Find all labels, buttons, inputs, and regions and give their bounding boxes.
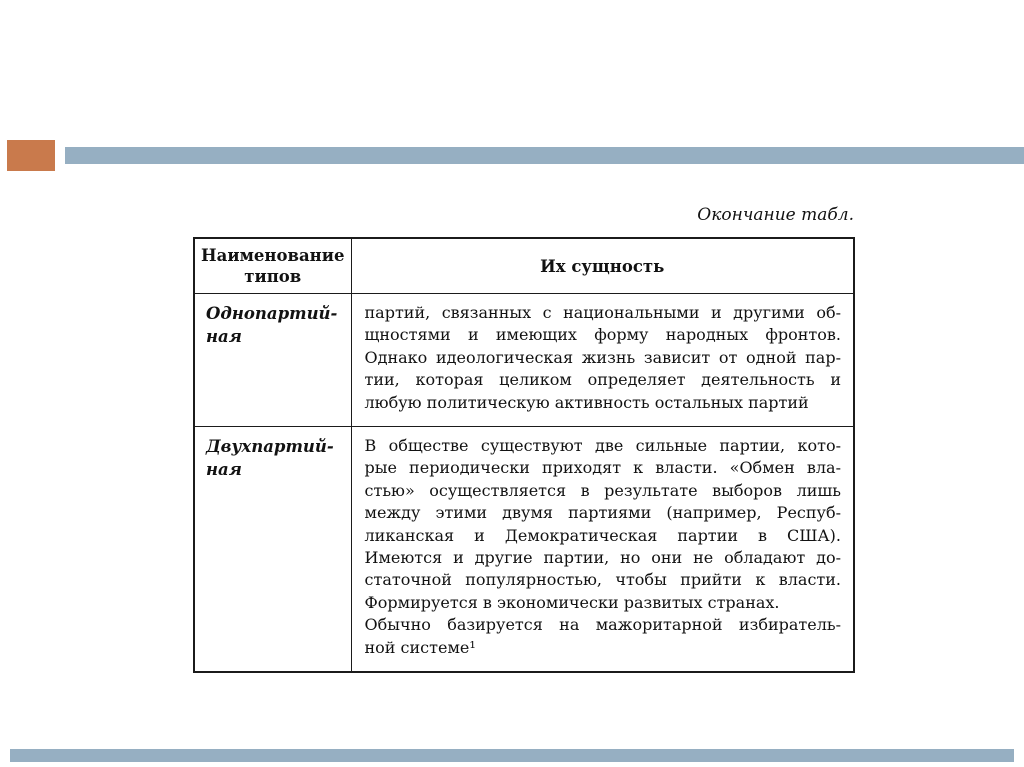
- accent-orange-bar: [7, 140, 55, 171]
- text-line: щностями и имеющих форму народных фронтов.: [364, 325, 841, 345]
- text-line: Двухпартий-: [206, 437, 334, 457]
- text-line: Однопартий-: [206, 304, 338, 323]
- text-line: тии, которая целиком определяет деятельность и: [364, 370, 841, 390]
- column-header-type: [194, 238, 351, 294]
- accent-blue-top-bar: [65, 147, 1024, 164]
- text-line: Обычно базируется на мажоритарной избиратель-: [364, 615, 841, 635]
- text-line: Их сущность: [540, 256, 665, 276]
- accent-blue-bottom-bar: [10, 749, 1014, 762]
- essence-cell: [351, 427, 854, 673]
- text-line: В обществе существуют две сильные партии, кото-: [364, 436, 841, 456]
- text-line: партий, связанных с национальными и другими об-: [364, 303, 841, 322]
- column-header-essence: [351, 238, 854, 294]
- text-line: Формируется в экономически развитых странах.: [364, 592, 780, 612]
- text-line: Наименование: [201, 246, 345, 265]
- text-line: типов: [244, 267, 302, 286]
- table-row: [194, 294, 854, 427]
- party-systems-table: [193, 237, 855, 673]
- table-row: [194, 427, 854, 673]
- table-head: [194, 238, 854, 294]
- table-continuation-caption: Окончание табл.: [697, 205, 854, 225]
- text-line: между этими двумя партиями (например, Респуб-: [364, 503, 841, 523]
- text-line: Имеются и другие партии, но они не обладают до-: [364, 548, 841, 568]
- type-name-cell: [194, 427, 351, 673]
- text-line: любую политическую активность остальных партий: [364, 392, 809, 412]
- text-line: статочной популярностью, чтобы прийти к власти.: [364, 570, 841, 590]
- text-line: рые периодически приходят к власти. «Обмен вла-: [364, 458, 841, 478]
- table-body: [194, 294, 854, 673]
- table-header-row: [194, 238, 854, 294]
- essence-cell: [351, 294, 854, 427]
- text-line: ная: [206, 327, 242, 346]
- text-line: ной системе¹: [364, 637, 476, 657]
- text-line: ная: [206, 460, 242, 480]
- text-line: стью» осуществляется в результате выборов лишь: [364, 480, 841, 500]
- text-line: Однако идеологическая жизнь зависит от одной пар-: [364, 347, 841, 367]
- text-line: ликанская и Демократическая партии в США).: [364, 525, 841, 545]
- type-name-cell: [194, 294, 351, 427]
